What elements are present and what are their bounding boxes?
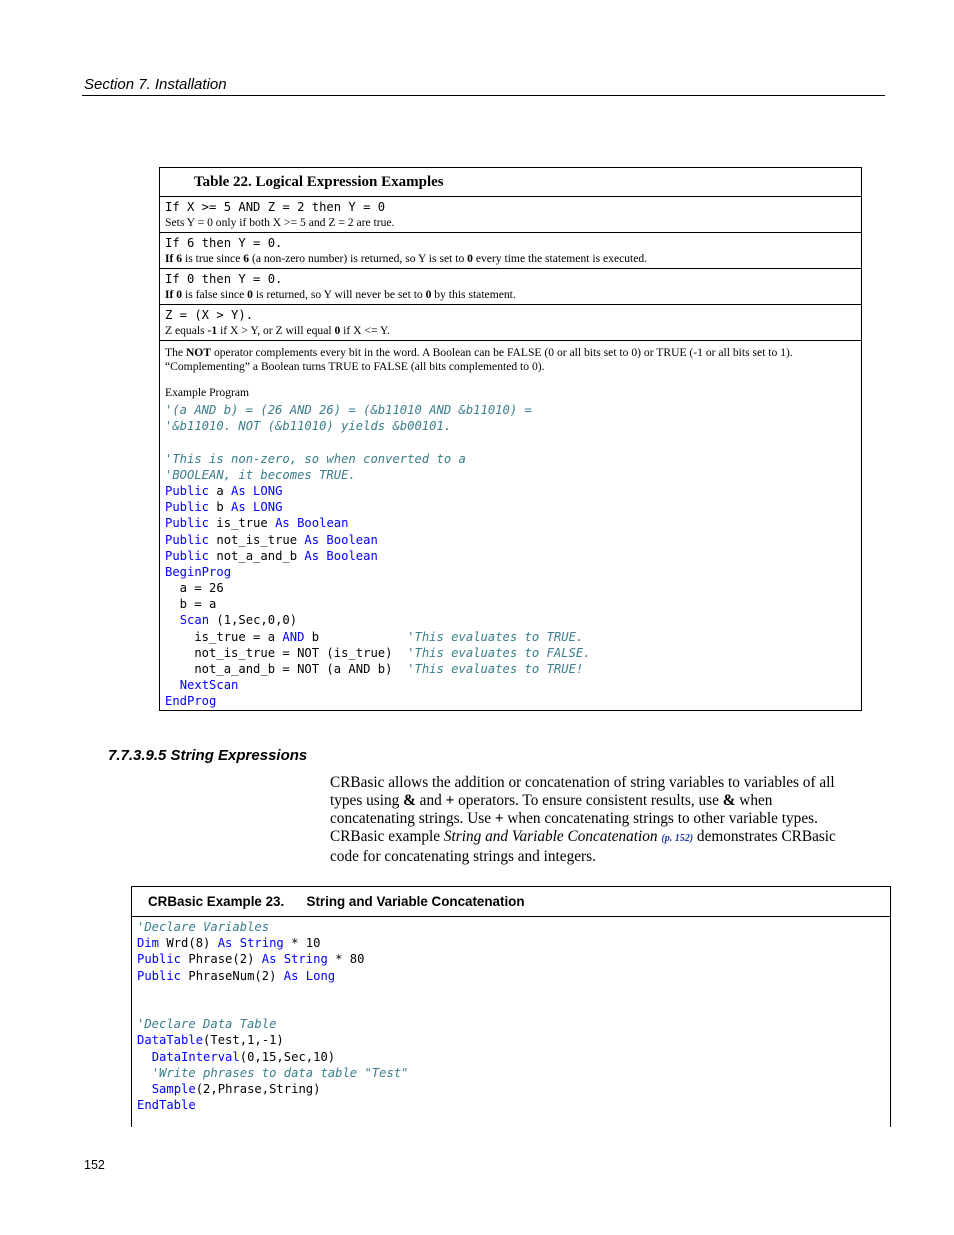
code-text: a bbox=[209, 483, 232, 498]
text-run: -1 bbox=[207, 324, 218, 338]
code-line bbox=[165, 661, 856, 677]
code-line bbox=[165, 483, 856, 499]
code-example: If 6 then Y = 0. bbox=[165, 236, 283, 250]
text-run: if X <= Y. bbox=[340, 324, 390, 338]
code-text: is_true = a bbox=[165, 629, 283, 644]
code-text: not_is_true = NOT (is_true) bbox=[165, 645, 408, 660]
text-run: (a non-zero number) is returned, so Y is set to bbox=[249, 252, 468, 266]
text-run: operators. To ensure consistent results, use bbox=[454, 792, 723, 809]
code-text: (Test,1,-1) bbox=[203, 1033, 284, 1048]
table-row bbox=[160, 341, 861, 710]
code-line bbox=[137, 1065, 885, 1081]
table-22-title: Table 22. Logical Expression Examples bbox=[160, 168, 861, 197]
code-line bbox=[165, 693, 856, 709]
running-header: Section 7. Installation bbox=[84, 76, 227, 93]
code-keyword: As Boolean bbox=[275, 516, 349, 531]
text-run: by this statement. bbox=[431, 288, 516, 302]
example-23-code bbox=[132, 917, 890, 1113]
code-line bbox=[165, 418, 856, 434]
code-text: not_a_and_b = NOT (a AND b) bbox=[165, 662, 408, 676]
code-keyword: Public bbox=[165, 548, 210, 563]
text-run: is true since bbox=[182, 252, 244, 266]
code-text: PhraseNum(2) bbox=[181, 968, 284, 983]
code-line bbox=[165, 451, 856, 467]
code-keyword: AND bbox=[282, 629, 305, 644]
text-run: NOT bbox=[185, 346, 212, 359]
code-text: (0,15,Sec,10) bbox=[239, 1049, 336, 1064]
code-comment: '&b11010. NOT (&b11010) yields &b00101. bbox=[165, 419, 452, 434]
code-line bbox=[137, 968, 885, 984]
code-keyword: Public bbox=[165, 500, 210, 515]
code-line bbox=[137, 935, 885, 951]
row-description bbox=[165, 288, 856, 302]
code-comment: '(a AND b) = (26 AND 26) = (&b11010 AND &b11010) = bbox=[165, 403, 532, 417]
code-line bbox=[137, 951, 885, 967]
code-text: * 10 bbox=[283, 936, 321, 951]
text-run: If 6 bbox=[165, 252, 183, 266]
code-text bbox=[137, 1082, 152, 1096]
text-run: & bbox=[403, 792, 416, 809]
code-line bbox=[137, 1049, 885, 1065]
code-text: Wrd(8) bbox=[159, 936, 218, 951]
code-line bbox=[137, 1000, 885, 1016]
section-heading: 7.7.3.9.5 String Expressions bbox=[108, 747, 308, 764]
text-run: + bbox=[445, 792, 455, 809]
code-keyword: Dim bbox=[137, 936, 160, 951]
code-comment: 'This evaluates to TRUE! bbox=[407, 662, 584, 676]
code-keyword: BeginProg bbox=[165, 564, 232, 579]
table-row bbox=[160, 269, 861, 305]
text-run: 0 bbox=[467, 252, 473, 266]
text-run: The bbox=[165, 346, 186, 359]
code-keyword: Sample bbox=[151, 1081, 196, 1096]
code-text: b bbox=[209, 500, 232, 515]
code-text: b bbox=[304, 629, 408, 644]
code-text: not_a_and_b bbox=[209, 548, 305, 563]
page-number: 152 bbox=[84, 1158, 105, 1172]
code-example: If X >= 5 AND Z = 2 then Y = 0 bbox=[165, 200, 386, 214]
code-keyword: As String bbox=[261, 952, 328, 967]
code-line bbox=[137, 984, 885, 1000]
text-run: Z equals bbox=[165, 324, 208, 338]
code-line bbox=[165, 564, 856, 580]
code-keyword: As Boolean bbox=[304, 532, 378, 547]
code-line bbox=[165, 515, 856, 531]
code-text: a = 26 bbox=[165, 581, 224, 596]
paragraph-text bbox=[330, 774, 836, 865]
code-line bbox=[137, 1081, 885, 1097]
code-text: b = a bbox=[165, 597, 217, 612]
code-line bbox=[165, 499, 856, 515]
code-line bbox=[137, 1016, 885, 1032]
code-line bbox=[165, 467, 856, 483]
code-text: is_true bbox=[209, 516, 276, 531]
code-text bbox=[137, 1066, 152, 1080]
code-line bbox=[137, 1032, 885, 1048]
text-run: If 0 bbox=[165, 288, 183, 302]
code-line bbox=[165, 612, 856, 628]
text-run: when concatenating strings. Use bbox=[330, 792, 773, 827]
code-comment: 'Declare Variables bbox=[137, 920, 270, 934]
code-keyword: As LONG bbox=[231, 483, 283, 498]
code-keyword: Public bbox=[165, 483, 210, 498]
table-row bbox=[160, 197, 861, 233]
text-run: when concatenating strings to other variable types. CRBasic example bbox=[330, 810, 818, 845]
code-keyword: As Long bbox=[283, 968, 336, 983]
text-run: every time the statement is executed. bbox=[472, 252, 648, 266]
code-line bbox=[165, 645, 856, 661]
text-run: CRBasic allows the addition or concatenation of string variables to variables of all types using bbox=[330, 774, 835, 809]
text-run: is false since bbox=[182, 288, 248, 302]
text-run: demonstrates CRBasic code for concatenating strings and integers. bbox=[330, 828, 836, 865]
code-keyword: NextScan bbox=[179, 678, 239, 693]
header-rule bbox=[82, 95, 885, 96]
example-program-label: Example Program bbox=[165, 386, 250, 399]
code-keyword: Scan bbox=[179, 613, 210, 628]
code-line bbox=[165, 629, 856, 645]
code-line bbox=[165, 402, 856, 418]
code-text bbox=[137, 1050, 152, 1064]
crbasic-example-23 bbox=[131, 886, 891, 1127]
text-run: 0 bbox=[247, 288, 253, 302]
code-comment: 'Declare Data Table bbox=[137, 1017, 277, 1032]
example-23-title: CRBasic Example 23. String and Variable Concatenation bbox=[132, 887, 890, 917]
row-description bbox=[165, 252, 856, 266]
text-run: 0 bbox=[334, 324, 341, 338]
table-22 bbox=[159, 167, 862, 711]
code-example: Z = (X > Y). bbox=[165, 308, 254, 322]
code-keyword: Public bbox=[165, 516, 210, 531]
code-comment: 'This evaluates to TRUE. bbox=[407, 629, 584, 644]
code-line bbox=[165, 548, 856, 564]
code-keyword: Public bbox=[137, 968, 182, 983]
code-keyword: EndTable bbox=[137, 1098, 196, 1113]
code-keyword: As String bbox=[217, 936, 284, 951]
text-run: operator complements every bit in the word. A Boolean can be FALSE (0 or all bits set to 0) or TRUE (-1 or all bits set to 1). “Complementing” a Boolean turns TRUE to FALSE (all bits complemented to 0). bbox=[165, 346, 793, 373]
code-keyword: DataInterval bbox=[151, 1049, 240, 1064]
page-xref-link[interactable]: (p. 152) bbox=[661, 833, 694, 844]
code-text bbox=[165, 613, 180, 627]
code-text: (2,Phrase,String) bbox=[195, 1081, 321, 1096]
code-line bbox=[165, 580, 856, 596]
code-keyword: As LONG bbox=[231, 500, 283, 515]
code-comment: 'This is non-zero, so when converted to a bbox=[165, 451, 466, 466]
code-comment: 'This evaluates to FALSE. bbox=[407, 645, 591, 660]
code-keyword: Public bbox=[137, 952, 182, 967]
text-run: & bbox=[722, 792, 736, 809]
code-comment: 'BOOLEAN, it becomes TRUE. bbox=[165, 467, 356, 482]
code-line bbox=[165, 532, 856, 548]
code-example: If 0 then Y = 0. bbox=[165, 272, 283, 286]
code-line bbox=[165, 596, 856, 612]
code-text: not_is_true bbox=[209, 532, 305, 547]
code-line bbox=[137, 919, 885, 935]
code-text: Phrase(2) bbox=[181, 952, 262, 967]
code-text bbox=[165, 678, 180, 692]
code-line bbox=[165, 434, 856, 450]
code-keyword: As Boolean bbox=[304, 548, 378, 563]
text-run: 6 bbox=[243, 252, 250, 266]
code-keyword: Public bbox=[165, 532, 210, 547]
body-paragraph bbox=[330, 774, 860, 866]
text-run: and bbox=[415, 792, 446, 809]
code-keyword: EndProg bbox=[165, 694, 217, 709]
text-run: String and Variable Concatenation bbox=[443, 828, 658, 845]
code-comment: 'Write phrases to data table "Test" bbox=[151, 1065, 409, 1080]
row-description: Sets Y = 0 only if both X >= 5 and Z = 2 are true. bbox=[165, 216, 395, 230]
code-text: (1,Sec,0,0) bbox=[209, 613, 298, 628]
text-run: 0 bbox=[425, 288, 432, 302]
table-row bbox=[160, 233, 861, 269]
row-description bbox=[165, 324, 856, 338]
example-program-code bbox=[165, 402, 856, 710]
text-run: is returned, so Y will never be set to bbox=[252, 288, 426, 302]
code-keyword: DataTable bbox=[137, 1033, 204, 1048]
code-line bbox=[137, 1097, 885, 1113]
code-text: * 80 bbox=[327, 952, 365, 967]
text-run: if X > Y, or Z will equal bbox=[217, 324, 335, 338]
text-run: + bbox=[494, 810, 504, 827]
table-row bbox=[160, 305, 861, 341]
code-line bbox=[165, 677, 856, 693]
not-operator-description bbox=[165, 346, 856, 374]
